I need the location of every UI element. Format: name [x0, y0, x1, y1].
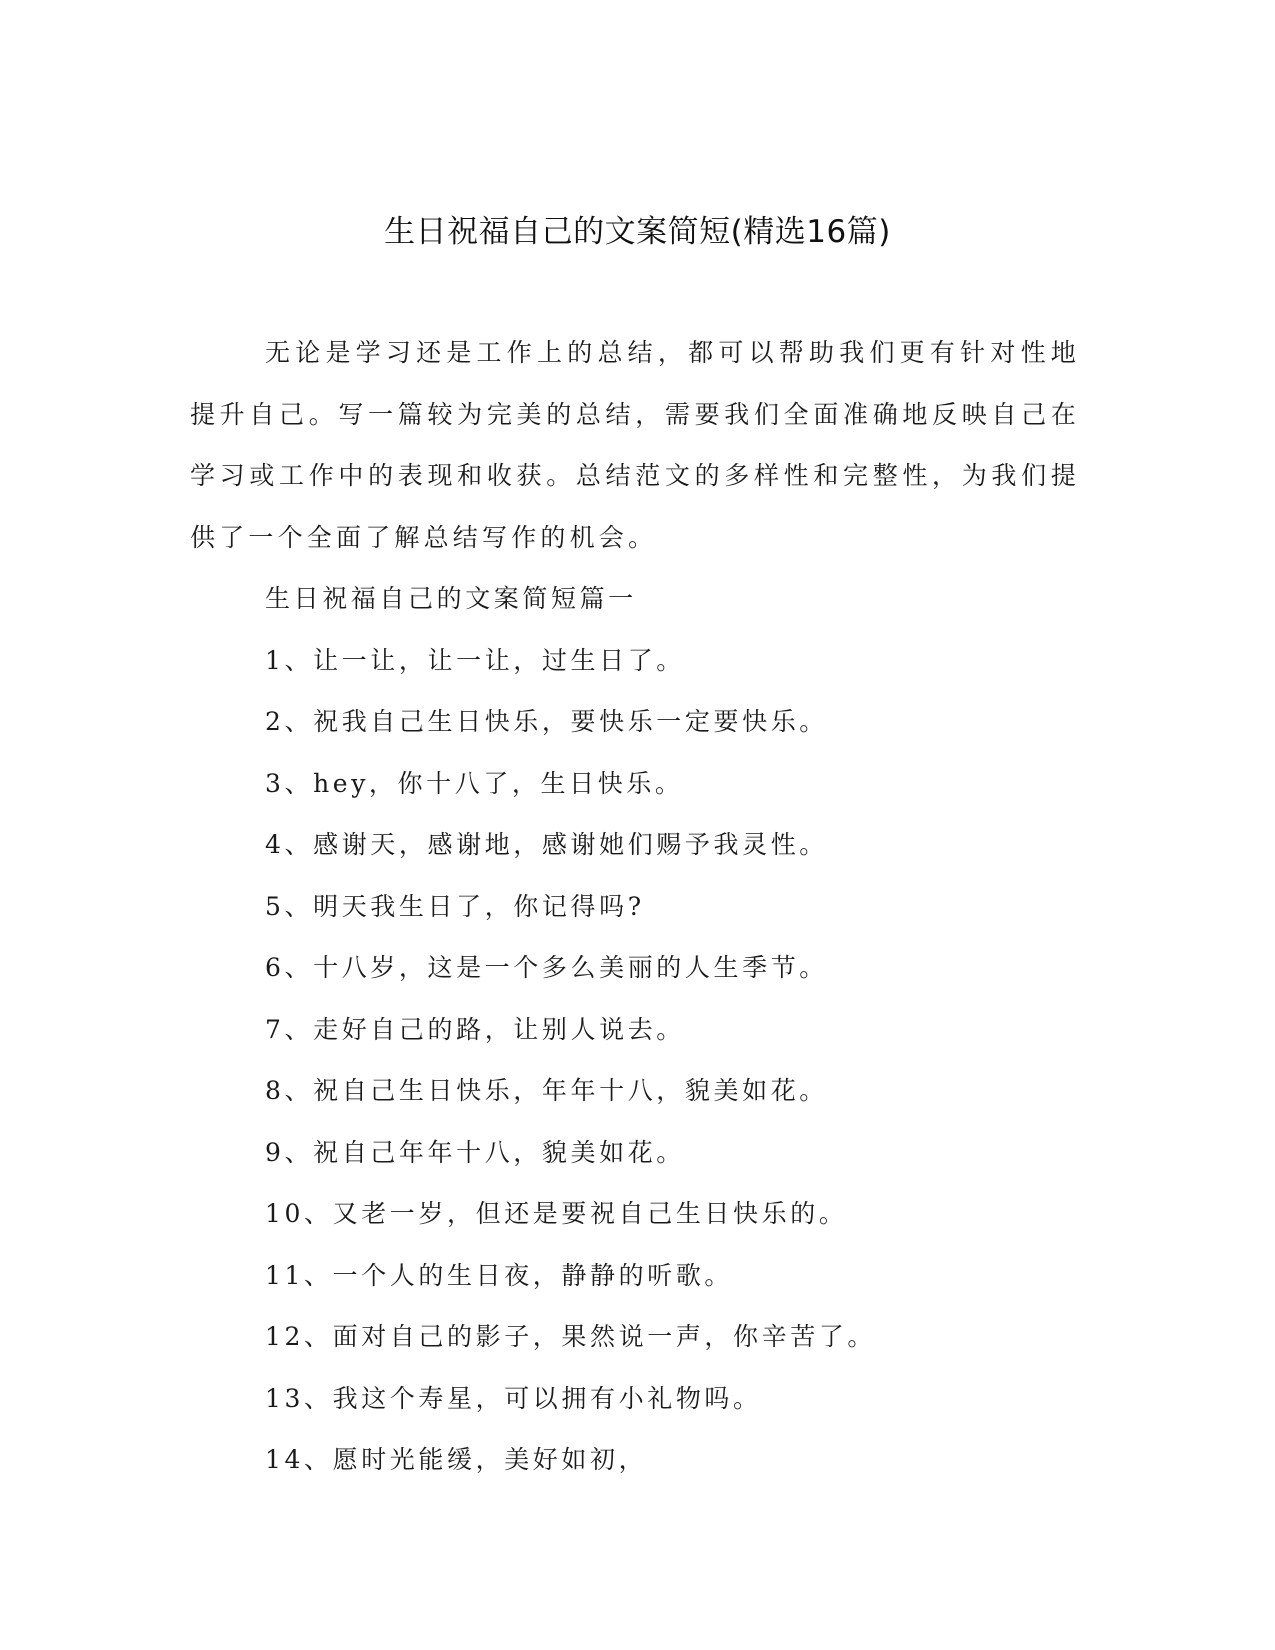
list-item: 4、感谢天，感谢地，感谢她们赐予我灵性。 [265, 830, 828, 859]
intro-paragraph: 无论是学习还是工作上的总结，都可以帮助我们更有针对性地提升自己。写一篇较为完美的总结，需要我们全面准确地反映自己在学习或工作中的表现和收获。总结范文的多样性和完整性，为我们提供了一个全面了解总结写作的机会。 [190, 338, 1080, 552]
list-item: 14、愿时光能缓，美好如初， [265, 1445, 648, 1474]
list-item: 12、面对自己的影子，果然说一声，你辛苦了。 [265, 1322, 877, 1351]
section-heading: 生日祝福自己的文案简短篇一 [265, 584, 637, 613]
list-item: 11、一个人的生日夜，静静的听歌。 [265, 1260, 734, 1290]
document-title: 生日祝福自己的文案简短(精选16篇) [384, 214, 891, 250]
list-item: 8、祝自己生日快乐，年年十八，貌美如花。 [265, 1076, 828, 1105]
list-item: 1、让一让，让一让，过生日了。 [265, 645, 685, 675]
list-item: 2、祝我自己生日快乐，要快乐一定要快乐。 [265, 707, 828, 736]
wish-list [190, 630, 1080, 1491]
list-item: 9、祝自己年年十八，貌美如花。 [265, 1137, 685, 1167]
list-item: 6、十八岁，这是一个多么美丽的人生季节。 [265, 953, 828, 982]
list-item: 5、明天我生日了，你记得吗? [265, 891, 645, 921]
list-item: 3、hey，你十八了，生日快乐。 [265, 768, 684, 798]
list-item: 13、我这个寿星，可以拥有小礼物吗。 [265, 1383, 762, 1413]
document-body [190, 322, 1080, 1491]
list-item: 7、走好自己的路，让别人说去。 [265, 1014, 685, 1044]
list-item: 10、又老一岁，但还是要祝自己生日快乐的。 [265, 1199, 848, 1228]
